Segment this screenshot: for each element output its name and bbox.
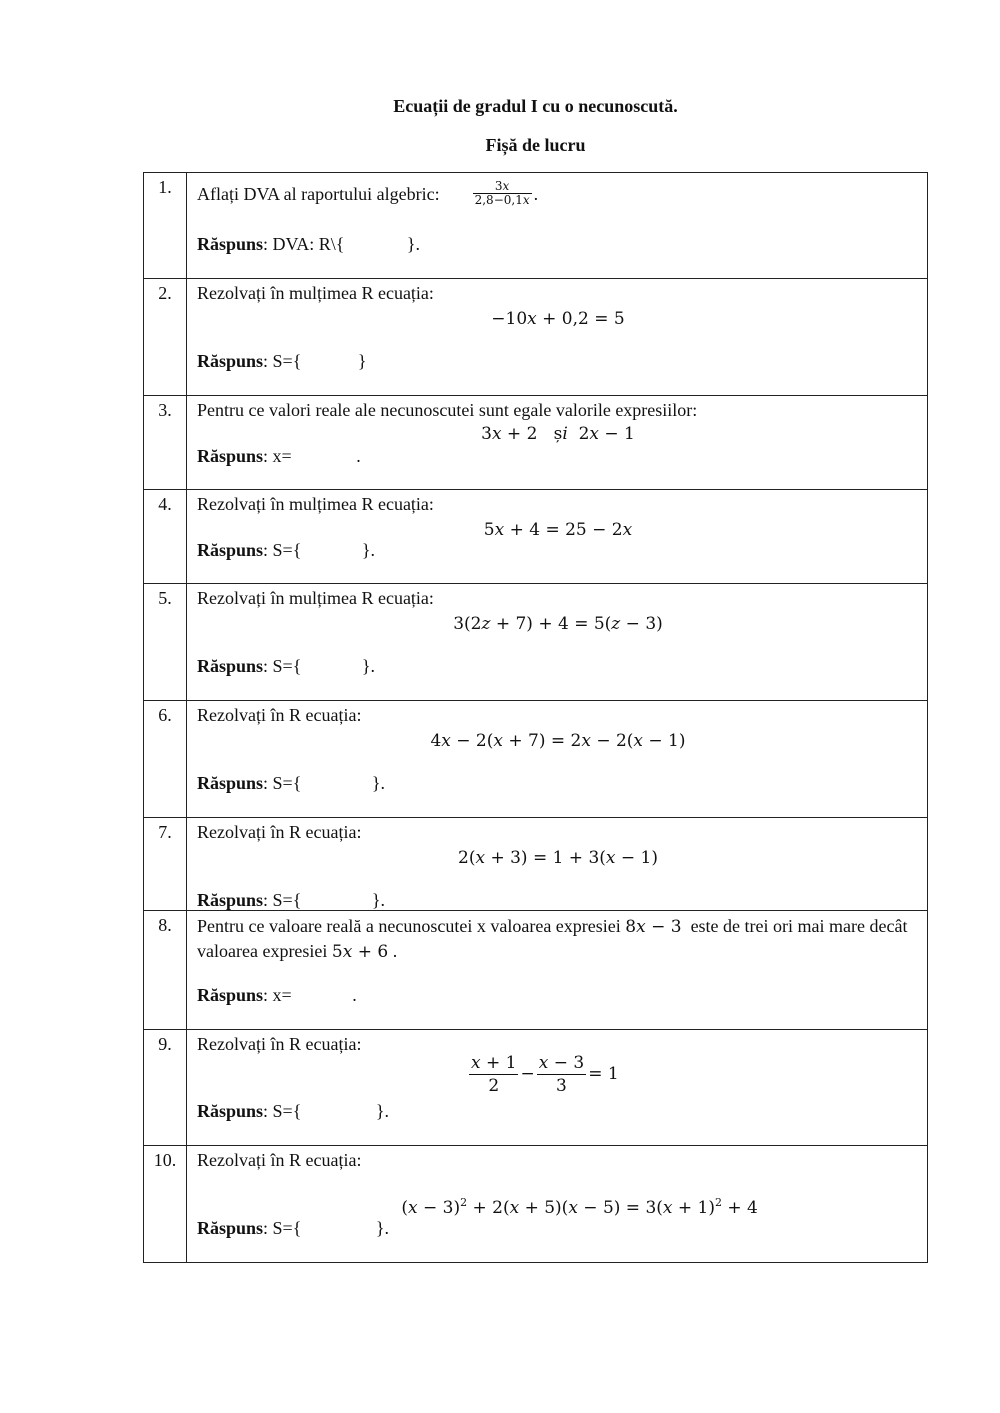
- answer-suffix: }.: [371, 890, 385, 910]
- answer-suffix: }: [357, 351, 367, 371]
- exercise-prompt: Pentru ce valori reale ale necunoscutei sunt egale valorile expresiilor:: [197, 400, 698, 420]
- exercise-number: 9.: [144, 1030, 187, 1146]
- answer-line: [197, 889, 385, 911]
- answer-line: [197, 350, 367, 372]
- answer-label: Răspuns: [197, 1101, 264, 1121]
- exercise-prompt: Pentru ce valoare reală a necunoscutei x valoarea expresiei: [197, 916, 626, 936]
- exercise-cell: [187, 1146, 928, 1263]
- answer-suffix: }.: [361, 656, 375, 676]
- exercise-cell: [187, 911, 928, 1030]
- answer-label: Răspuns: [197, 446, 264, 466]
- exercise-cell: [187, 490, 928, 584]
- equation: 3(2𝑧 + 7) + 4 = 5(𝑧 − 3): [453, 614, 663, 634]
- answer-line: [197, 1217, 389, 1239]
- page-subtitle: Fișă de lucru: [485, 135, 586, 155]
- exercise-number: 4.: [144, 490, 187, 584]
- exercise-number: 10.: [144, 1146, 187, 1263]
- answer-label: Răspuns: [197, 234, 264, 254]
- equation: [467, 1052, 619, 1097]
- fraction-numerator: 3𝑥: [473, 180, 532, 194]
- answer-prefix: : x=: [263, 985, 292, 1005]
- equation: 5𝑥 + 4 = 25 − 2𝑥: [483, 520, 633, 540]
- exercise-prompt: Rezolvați în R ecuația:: [197, 1034, 362, 1054]
- answer-suffix: }.: [406, 234, 421, 254]
- equation: −10𝑥 + 0,2 = 5: [491, 309, 625, 329]
- expression: 8𝑥 − 3: [625, 917, 682, 937]
- exercise-cell: [187, 173, 928, 279]
- fraction-denominator: 2,8−0,1𝑥: [474, 193, 530, 207]
- table-row: [144, 1146, 928, 1263]
- answer-line: [197, 655, 375, 677]
- equation: 4𝑥 − 2(𝑥 + 7) = 2𝑥 − 2(𝑥 − 1): [430, 731, 686, 751]
- fraction-denominator: 2: [488, 1076, 500, 1096]
- answer-prefix: : x=: [263, 446, 292, 466]
- equation-rhs: = 1: [588, 1064, 619, 1084]
- fraction-numerator: 𝑥 − 3: [538, 1053, 585, 1073]
- answer-line: [197, 539, 375, 561]
- answer-prefix: : S={: [263, 1101, 302, 1121]
- answer-prefix: : S={: [263, 890, 302, 910]
- answer-prefix: : DVA: R\{: [263, 234, 345, 254]
- exercise-prompt: Rezolvați în R ecuația:: [197, 822, 362, 842]
- equation: 2(𝑥 + 3) = 1 + 3(𝑥 − 1): [458, 848, 658, 868]
- exercise-number: 3.: [144, 396, 187, 490]
- answer-suffix: .: [352, 985, 357, 1005]
- exercise-table: [143, 172, 928, 1263]
- exercise-cell: [187, 818, 928, 911]
- exercise-prompt: Rezolvați în mulțimea R ecuația:: [197, 588, 434, 608]
- exercise-prompt: Rezolvați în R ecuația:: [197, 1150, 362, 1170]
- answer-label: Răspuns: [197, 773, 264, 793]
- answer-line: [197, 233, 420, 255]
- equation-part: + 4: [722, 1198, 758, 1218]
- exercise-number: 2.: [144, 279, 187, 396]
- exercise-number: 8.: [144, 911, 187, 1030]
- exercise-cell: [187, 279, 928, 396]
- answer-suffix: }.: [371, 773, 385, 793]
- fraction-denominator: 3: [556, 1076, 567, 1096]
- exercise-cell: [187, 396, 928, 490]
- table-row: [144, 818, 928, 911]
- exercise-prompt: Aflați DVA al raportului algebric:: [197, 184, 440, 204]
- equation: 3𝑥 + 2 ș𝑖 2𝑥 − 1: [481, 424, 635, 444]
- answer-prefix: : S={: [263, 540, 302, 560]
- punctuation: .: [533, 184, 539, 204]
- answer-label: Răspuns: [197, 1218, 264, 1238]
- exercise-number: 5.: [144, 584, 187, 701]
- equation-part: (𝑥 − 3): [401, 1198, 461, 1218]
- table-row: [144, 584, 928, 701]
- exercise-cell: [187, 584, 928, 701]
- answer-suffix: }.: [375, 1218, 389, 1238]
- exponent: 2: [460, 1196, 468, 1209]
- exponent: 2: [715, 1196, 722, 1209]
- fraction: [469, 1052, 518, 1097]
- answer-suffix: }.: [375, 1101, 389, 1121]
- minus-sign: −: [520, 1064, 535, 1084]
- punctuation: .: [388, 941, 398, 961]
- exercise-cell: [187, 701, 928, 818]
- exercise-number: 7.: [144, 818, 187, 911]
- table-row: [144, 490, 928, 584]
- exercise-prompt: Rezolvați în R ecuația:: [197, 705, 362, 725]
- answer-line: [197, 772, 385, 794]
- fraction: [537, 1052, 586, 1097]
- page-title: Ecuații de gradul I cu o necunoscută.: [393, 96, 678, 116]
- answer-line: [197, 984, 357, 1006]
- exercise-prompt-continued: este de trei ori mai mare decât valoarea expresiei: [197, 916, 912, 961]
- table-row: [144, 701, 928, 818]
- answer-prefix: : S={: [263, 656, 302, 676]
- exercise-number: 1.: [144, 173, 187, 279]
- answer-suffix: }.: [361, 540, 375, 560]
- table-row: [144, 396, 928, 490]
- exercise-prompt: Rezolvați în mulțimea R ecuația:: [197, 494, 434, 514]
- answer-label: Răspuns: [197, 540, 264, 560]
- expression: 5𝑥 + 6: [331, 942, 389, 962]
- answer-prefix: : S={: [263, 1218, 302, 1238]
- exercise-number: 6.: [144, 701, 187, 818]
- answer-label: Răspuns: [197, 656, 264, 676]
- answer-label: Răspuns: [197, 985, 264, 1005]
- answer-label: Răspuns: [197, 351, 264, 371]
- table-row: [144, 911, 928, 1030]
- table-row: [144, 1030, 928, 1146]
- fraction: [473, 180, 532, 207]
- answer-line: [197, 1100, 389, 1122]
- fraction-numerator: 𝑥 + 1: [471, 1053, 517, 1073]
- answer-prefix: : S={: [263, 773, 302, 793]
- table-row: [144, 279, 928, 396]
- equation-part: + 2(𝑥 + 5)(𝑥 − 5) = 3(𝑥 + 1): [467, 1198, 715, 1218]
- answer-suffix: .: [356, 446, 361, 466]
- answer-label: Răspuns: [197, 890, 264, 910]
- exercise-prompt: Rezolvați în mulțimea R ecuația:: [197, 283, 434, 303]
- table-row: [144, 173, 928, 279]
- answer-prefix: : S={: [263, 351, 302, 371]
- exercise-cell: [187, 1030, 928, 1146]
- answer-line: [197, 445, 361, 467]
